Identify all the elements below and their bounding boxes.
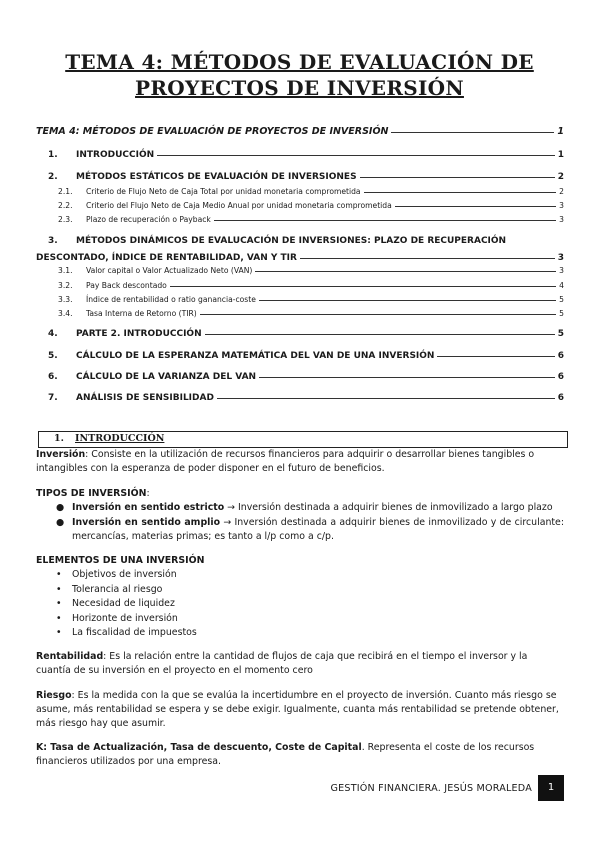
elementos-heading: ELEMENTOS DE UNA INVERSIÓN bbox=[36, 555, 205, 566]
list-item: • La fiscalidad de impuestos bbox=[56, 626, 456, 641]
toc-entry[interactable]: TEMA 4: MÉTODOS DE EVALUACIÓN DE PROYECTOS DE INVERSIÓN 1 bbox=[36, 126, 564, 137]
bullet-icon: ● bbox=[56, 516, 65, 528]
list-item: ● Inversión en sentido amplio → Inversión destinada a adquirir bienes de inmovilizado y de circulante: mercancías, materias primas; es tanto a l/p como a c/p. bbox=[56, 516, 564, 543]
elementos-list bbox=[56, 568, 456, 641]
toc-entry[interactable]: 1. INTRODUCCIÓN 1 bbox=[48, 150, 564, 160]
section-title: INTRODUCCIÓN bbox=[75, 433, 165, 444]
k-definition: K: Tasa de Actualización, Tasa de descuento, Coste de Capital. Representa el coste de los recursos financieros utilizados por una empresa. bbox=[36, 742, 535, 767]
list-item: ● Inversión en sentido estricto → Inversión destinada a adquirir bienes de inmovilizado a largo plazo bbox=[56, 501, 564, 516]
footer-text: GESTIÓN FINANCIERA. JESÚS MORALEDA bbox=[330, 783, 532, 794]
toc-entry-continued[interactable]: DESCONTADO, ÍNDICE DE RENTABILIDAD, VAN Y TIR 3 bbox=[36, 253, 564, 263]
bullet-icon: • bbox=[56, 598, 62, 610]
riesgo-definition: Riesgo: Es la medida con la que se evalúa la incertidumbre en el proyecto de inversión. Cuanto más riesgo se asume, más rentabilidad se espera y se debe exigir. Igualmente, cuanta más rentabilidad se pretende obtener, más riesgo hay que asumir. bbox=[36, 690, 559, 729]
toc-entry[interactable]: 2.1. Criterio de Flujo Neto de Caja Total por unidad monetaria comprometida 2 bbox=[58, 187, 564, 196]
tipos-heading: TIPOS DE INVERSIÓN: bbox=[36, 488, 150, 499]
list-item: • Tolerancia al riesgo bbox=[56, 583, 456, 598]
list-item: • Objetivos de inversión bbox=[56, 568, 456, 583]
inversion-definition: Inversión: Consiste en la utilización de recursos financieros para adquirir o desarrollar bienes tangibles o intangibles con la esperanza de poder disponer en el futuro de beneficios. bbox=[36, 449, 535, 474]
bullet-icon: • bbox=[56, 612, 62, 624]
toc-entry[interactable]: 3.4. Tasa Interna de Retorno (TIR) 5 bbox=[58, 309, 564, 318]
bullet-icon: • bbox=[56, 569, 62, 580]
toc-entry[interactable]: 3.2. Pay Back descontado 4 bbox=[58, 281, 564, 290]
toc-entry[interactable]: 5. CÁLCULO DE LA ESPERANZA MATEMÁTICA DEL VAN DE UNA INVERSIÓN 6 bbox=[48, 351, 564, 361]
section-number: 1. bbox=[54, 433, 64, 444]
list-item: • Necesidad de liquidez bbox=[56, 597, 456, 612]
toc-entry[interactable]: 2.3. Plazo de recuperación o Payback 3 bbox=[58, 215, 564, 224]
toc-entry[interactable]: 4. PARTE 2. INTRODUCCIÓN 5 bbox=[48, 329, 564, 339]
toc-entry[interactable]: 3.3. Índice de rentabilidad o ratio ganancia-coste 5 bbox=[58, 295, 564, 304]
document-title-line-2: PROYECTOS DE INVERSIÓN bbox=[135, 76, 464, 100]
toc-entry[interactable]: 3.1. Valor capital o Valor Actualizado Neto (VAN) 3 bbox=[58, 266, 564, 275]
bullet-icon: • bbox=[56, 627, 62, 639]
document-title-line-1: TEMA 4: MÉTODOS DE EVALUACIÓN DE bbox=[65, 50, 534, 74]
bullet-icon: ● bbox=[56, 502, 65, 513]
toc-entry[interactable]: 6. CÁLCULO DE LA VARIANZA DEL VAN 6 bbox=[48, 372, 564, 382]
toc-entry[interactable]: 3. MÉTODOS DINÁMICOS DE EVALUCACIÓN DE INVERSIONES: PLAZO DE RECUPERACIÓN bbox=[48, 236, 507, 246]
toc-entry[interactable]: 7. ANÁLISIS DE SENSIBILIDAD 6 bbox=[48, 393, 564, 403]
bullet-icon: • bbox=[56, 583, 62, 595]
toc-entry[interactable]: 2. MÉTODOS ESTÁTICOS DE EVALUACIÓN DE INVERSIONES 2 bbox=[48, 172, 564, 182]
rentabilidad-definition: Rentabilidad: Es la relación entre la cantidad de flujos de caja que recibirá en el tiempo el inversor y la cuantía de su inversión en el proyecto en el momento cero bbox=[36, 651, 528, 676]
section-heading bbox=[38, 431, 568, 448]
tipos-list bbox=[56, 501, 564, 545]
list-item: • Horizonte de inversión bbox=[56, 612, 456, 627]
page-number: 1 bbox=[538, 775, 564, 801]
toc-entry[interactable]: 2.2. Criterio del Flujo Neto de Caja Medio Anual por unidad monetaria comprometida 3 bbox=[58, 201, 564, 210]
